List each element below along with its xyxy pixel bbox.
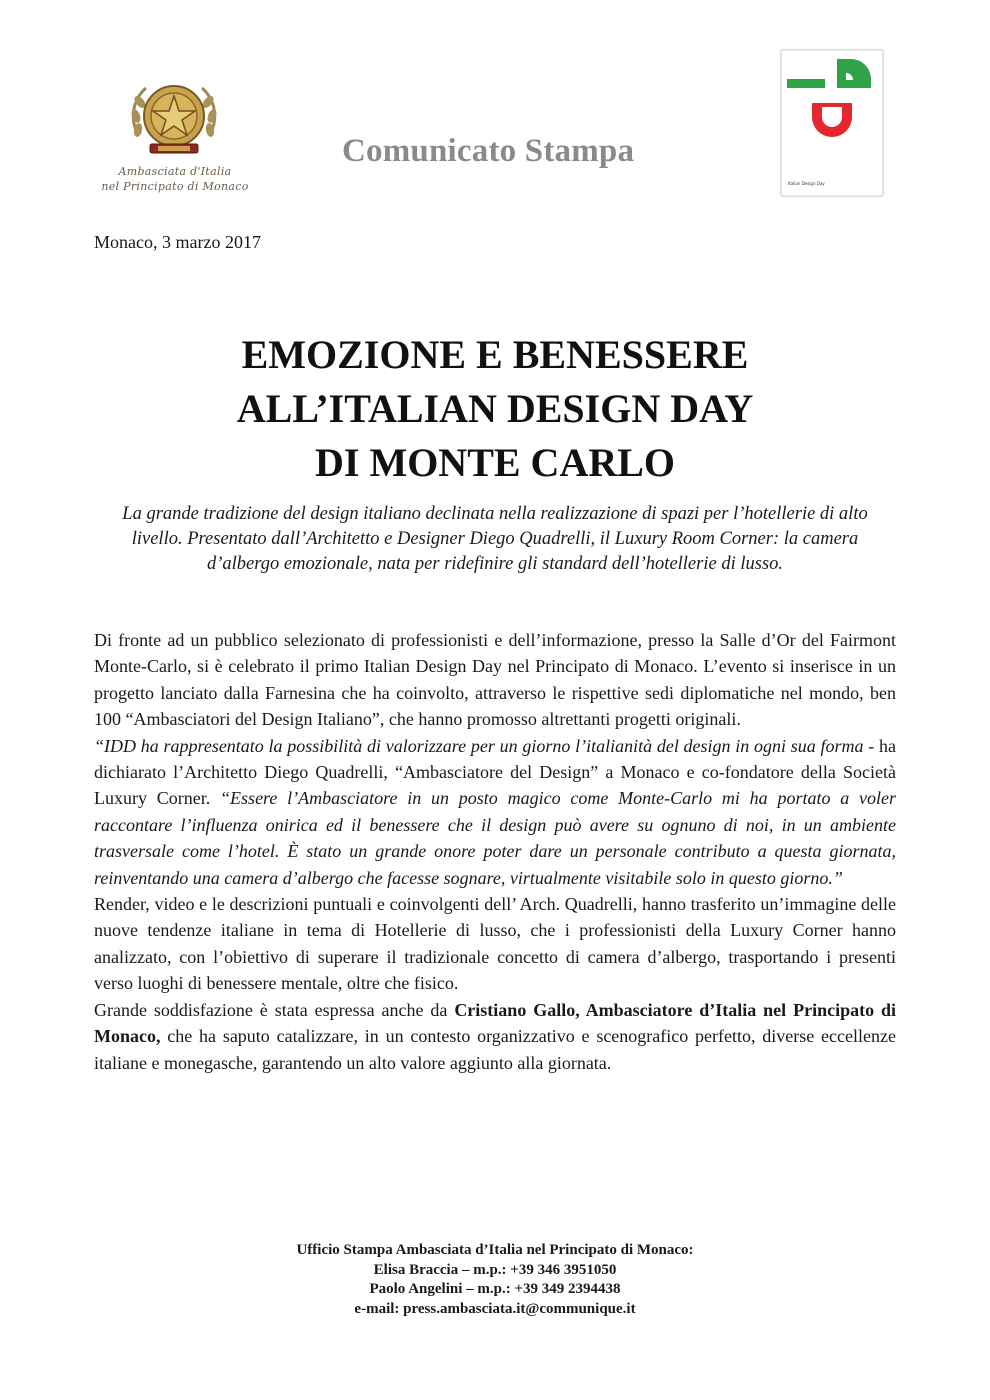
headline <box>0 328 990 490</box>
dateline: Monaco, 3 marzo 2017 <box>94 232 261 252</box>
subtitle: La grande tradizione del design italiano declinata nella realizzazione di spazi per l’hotellerie di alto livello. Presentato dall’Architetto e Designer Diego Quadrelli, il Luxury Room Corner: la camera d’albergo emozionale, nata per ridefinire gli standard dell’hotellerie di lusso. <box>122 504 868 574</box>
page-title: Comunicato Stampa <box>342 133 635 169</box>
emblem-caption-line1: Ambasciata d'Italia <box>118 165 232 178</box>
emblem-caption <box>80 164 270 194</box>
footer-office: Ufficio Stampa Ambasciata d’Italia nel Principato di Monaco: <box>296 1242 694 1258</box>
footer-contact-1: Elisa Braccia – m.p.: +39 346 3951050 <box>373 1261 617 1278</box>
quote-attribution: - ha dichiarato l’Architetto Diego Quadrelli, “Ambasciatore del Design” a Monaco e co-fondatore della Società Luxury Corner. <box>94 735 896 809</box>
quote-2: “Essere l’Ambasciatore in un posto magico come Monte-Carlo mi ha portato a voler raccontare l’influenza onirica ed il benessere che il design può avere su ognuno di noi, in un ambiente trasversale come l’hotel. È stato un grande onore poter dare un personale contributo a questa giornata, reinventando una camera d’albergo che facesse sognare, virtualmente visitabile solo in questo giorno.” <box>94 788 896 888</box>
quote-1: “IDD ha rappresentato la possibilità di valorizzare per un giorno l’italianità del design in ogni sua forma <box>94 735 864 756</box>
headline-line1: EMOZIONE E BENESSERE <box>241 332 749 377</box>
emblem-star-icon <box>128 76 220 164</box>
headline-line2: ALL’ITALIAN DESIGN DAY <box>236 386 754 431</box>
italian-design-day-logo <box>781 50 883 196</box>
body-paragraph-1: Di fronte ad un pubblico selezionato di professionisti e dell’informazione, presso la Salle d’Or del Fairmont Monte-Carlo, si è celebrato il primo Italian Design Day nel Principato di Monaco. L’evento si inserisce in un progetto lanciato dalla Farnesina che ha coinvolto, attraverso le rispettive sedi diplomatiche nel mondo, ben 100 “Ambasciatori del Design Italiano”, che hanno promosso altrettanti progetti originali. <box>94 630 896 730</box>
idd-letters-icon <box>782 51 882 161</box>
body-paragraph-3: Render, video e le descrizioni puntuali e coinvolgenti dell’ Arch. Quadrelli, hanno trasferito un’immagine delle nuove tendenze italiane in tema di Hotellerie di lusso, che i professionisti della Luxury Corner hanno analizzato, con l’obiettivo di superare il tradizionale concetto di camera d’albergo, trasportando i presenti verso luoghi di benessere mentale, oltre che fisico. <box>94 894 896 994</box>
body-paragraph-4 <box>94 997 896 1076</box>
p4-start: Grande soddisfazione è stata espressa anche da <box>94 999 455 1020</box>
italian-republic-emblem <box>80 76 270 198</box>
headline-line3: DI MONTE CARLO <box>314 440 676 485</box>
body-paragraph-2 <box>94 733 896 891</box>
idd-small-text: Italian Design Day <box>788 181 825 186</box>
p4-end: che ha saputo catalizzare, in un contesto organizzativo e scenografico perfetto, diverse eccellenze italiane e monegasche, garantendo un alto valore aggiunto alla giornata. <box>94 1026 896 1073</box>
footer-contact-2: Paolo Angelini – m.p.: +39 349 2394438 <box>369 1281 621 1297</box>
emblem-caption-line2: nel Principato di Monaco <box>101 180 249 193</box>
ambassador-name: Cristiano Gallo, Ambasciatore d’Italia nel Principato di Monaco, <box>94 999 897 1047</box>
footer-email: e-mail: press.ambasciata.it@communique.it <box>354 1300 636 1317</box>
press-office-contacts <box>0 1241 990 1319</box>
body-text <box>94 627 896 1076</box>
